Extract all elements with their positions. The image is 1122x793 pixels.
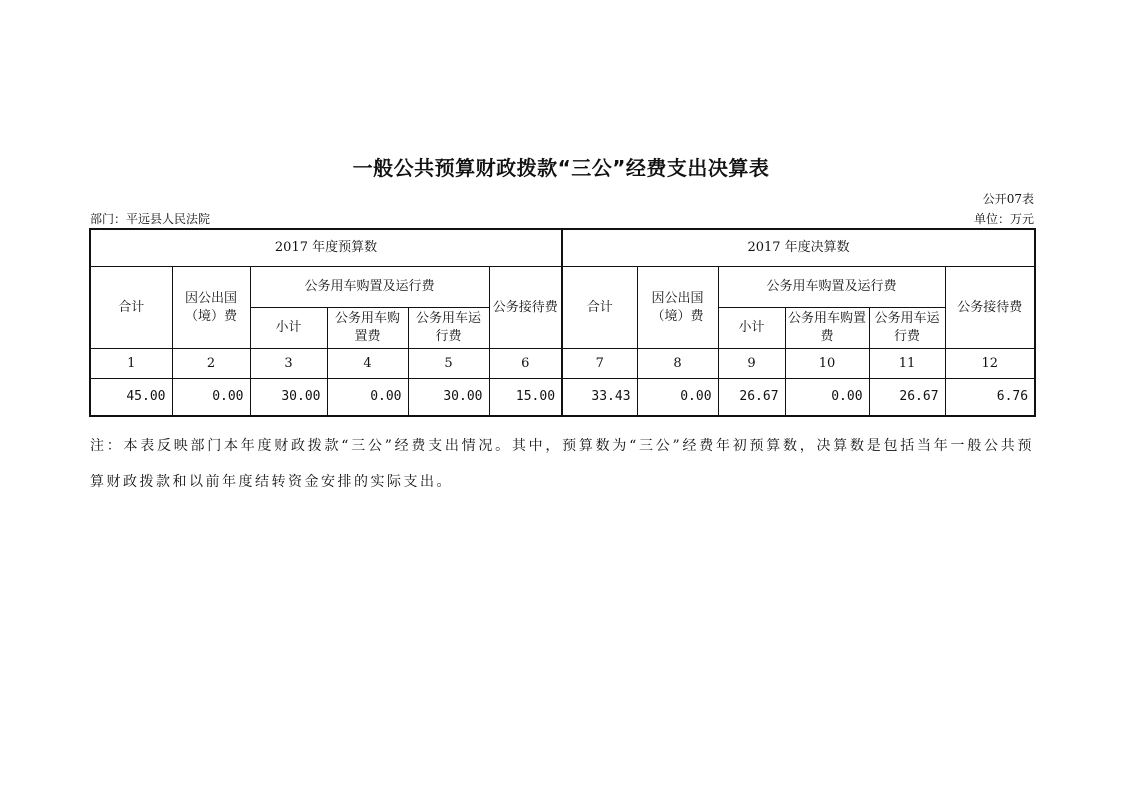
final-total-header: 合计 [562, 267, 637, 349]
index-cell: 7 [562, 349, 637, 379]
form-code: 公开07表 [982, 192, 1034, 206]
index-cell: 6 [489, 349, 562, 379]
final-vehicle-header: 公务用车购置及运行费 [718, 267, 945, 308]
value-row [90, 379, 1035, 417]
index-cell: 1 [90, 349, 172, 379]
index-cell: 3 [250, 349, 327, 379]
value-cell: 0.00 [327, 379, 408, 417]
index-cell: 4 [327, 349, 408, 379]
budget-vehicle-operation-header: 公务用车运行费 [408, 308, 489, 349]
index-cell: 2 [172, 349, 250, 379]
final-vehicle-purchase-header: 公务用车购置费 [785, 308, 869, 349]
unit-label: 单位：万元 [973, 212, 1034, 226]
final-vehicle-operation-header: 公务用车运行费 [869, 308, 945, 349]
budget-vehicle-header: 公务用车购置及运行费 [250, 267, 489, 308]
value-cell: 0.00 [785, 379, 869, 417]
value-cell: 15.00 [489, 379, 562, 417]
final-reception-header: 公务接待费 [945, 267, 1035, 349]
budget-year-header: 2017 年度预算数 [90, 229, 562, 267]
index-cell: 12 [945, 349, 1035, 379]
final-abroad-header: 因公出国（境）费 [637, 267, 718, 349]
expenditure-table [89, 228, 1036, 417]
index-cell: 11 [869, 349, 945, 379]
budget-abroad-header: 因公出国（境）费 [172, 267, 250, 349]
budget-vehicle-purchase-header: 公务用车购置费 [327, 308, 408, 349]
index-cell: 9 [718, 349, 785, 379]
value-cell: 33.43 [562, 379, 637, 417]
page-title: 一般公共预算财政拨款“三公”经费支出决算表 [352, 156, 770, 180]
value-cell: 26.67 [718, 379, 785, 417]
budget-reception-header: 公务接待费 [489, 267, 562, 349]
value-cell: 0.00 [637, 379, 718, 417]
value-cell: 30.00 [250, 379, 327, 417]
index-cell: 5 [408, 349, 489, 379]
budget-subtotal-header: 小计 [250, 308, 327, 349]
value-cell: 45.00 [90, 379, 172, 417]
index-cell: 8 [637, 349, 718, 379]
index-cell: 10 [785, 349, 869, 379]
value-cell: 30.00 [408, 379, 489, 417]
value-cell: 26.67 [869, 379, 945, 417]
department-label: 部门：平远县人民法院 [90, 212, 211, 226]
value-cell: 0.00 [172, 379, 250, 417]
final-year-header: 2017 年度决算数 [562, 229, 1035, 267]
footnote: 注：本表反映部门本年度财政拨款“三公”经费支出情况。其中，预算数为“三公”经费年初预算数，决算数是包括当年一般公共预算财政拨款和以前年度结转资金安排的实际支出。 [90, 438, 1034, 490]
final-subtotal-header: 小计 [718, 308, 785, 349]
value-cell: 6.76 [945, 379, 1035, 417]
index-row [90, 349, 1035, 379]
budget-total-header: 合计 [90, 267, 172, 349]
